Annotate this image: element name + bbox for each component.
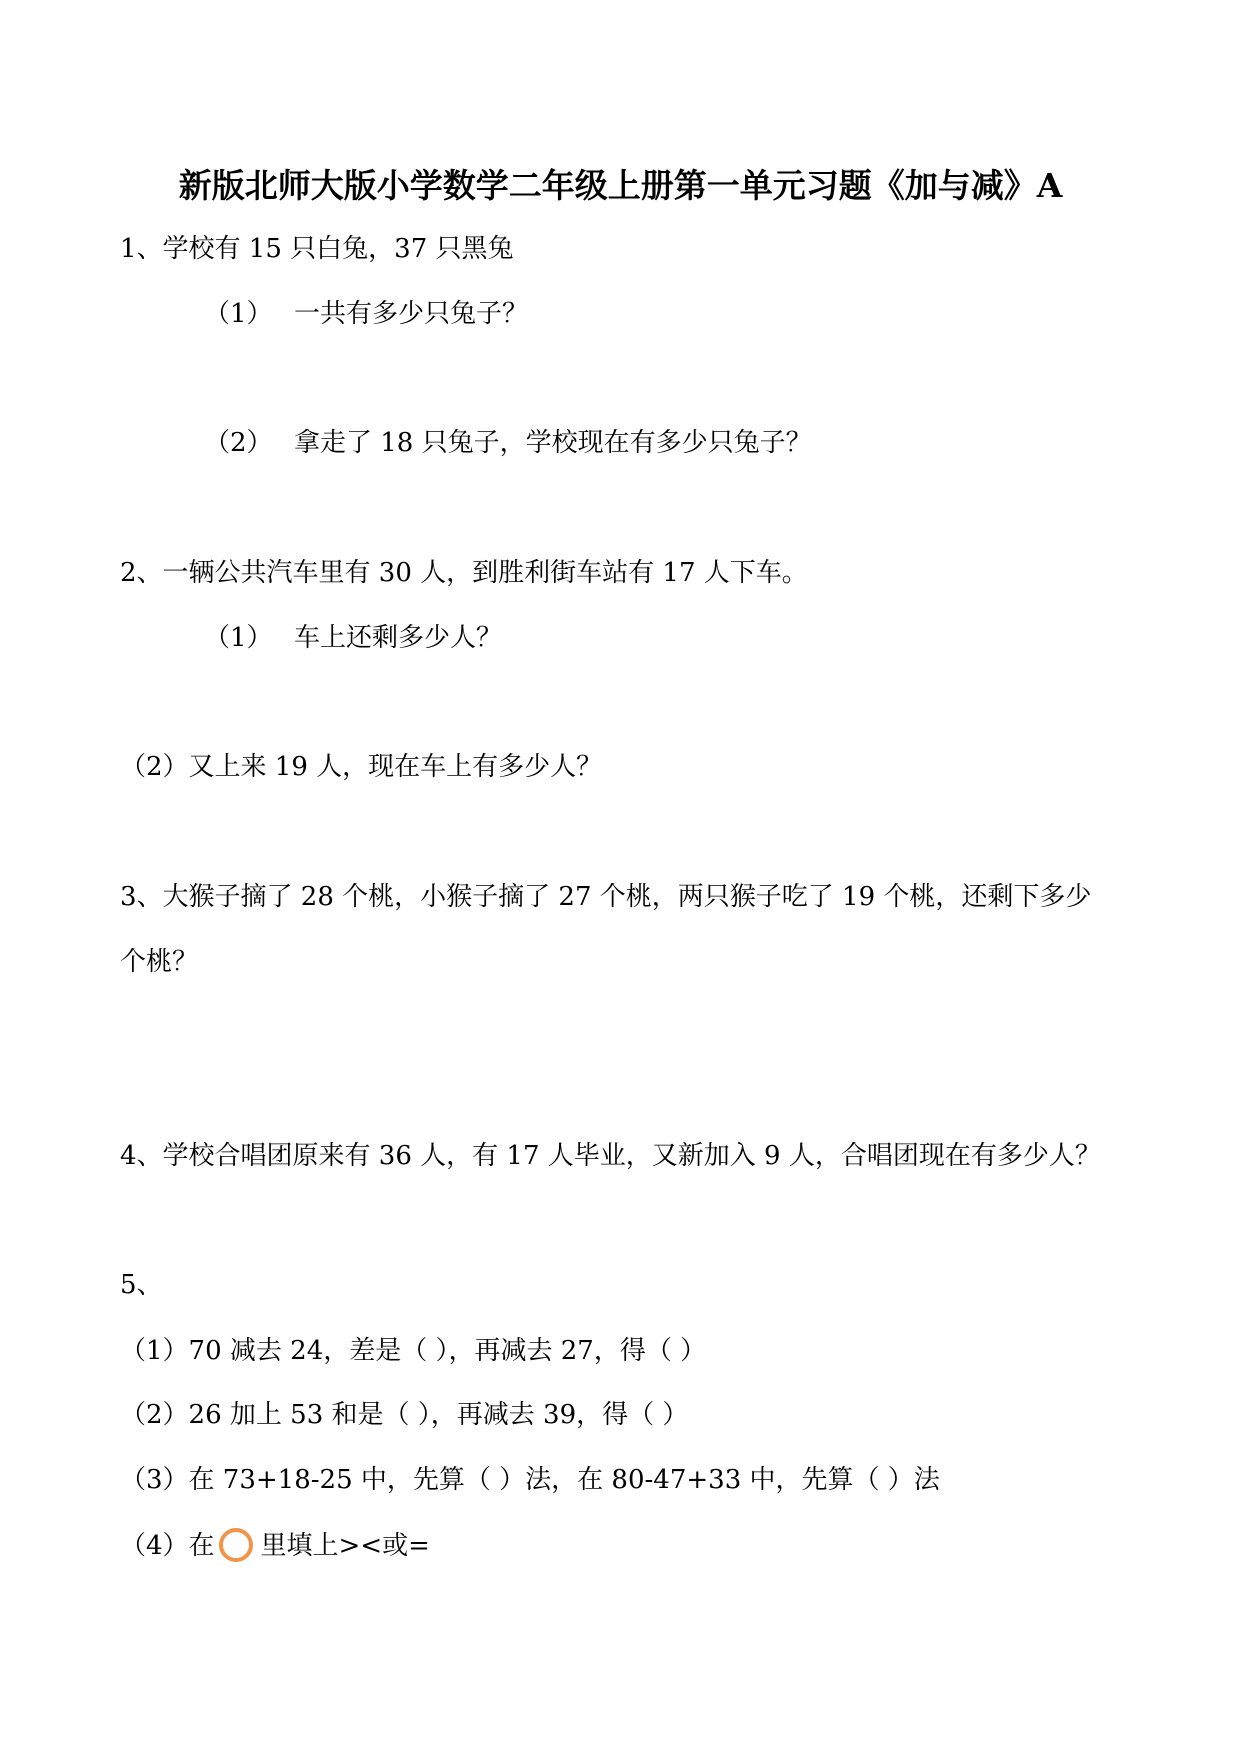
question-2-sub-2: （2）又上来 19 人，现在车上有多少人？ (120, 752, 603, 782)
question-5-item-4 (120, 1528, 430, 1563)
question-5-item-1: （1）70 减去 24，差是（ ），再减去 27，得（ ） (120, 1336, 707, 1366)
sub-number: （2） (204, 428, 273, 458)
sub-text: 拿走了 18 只兔子，学校现在有多少只兔子？ (294, 428, 812, 458)
question-3-line-1: 3、大猴子摘了 28 个桃，小猴子摘了 27 个桃，两只猴子吃了 19 个桃，还剩下多少 (120, 882, 1092, 912)
question-5-item-3: （3）在 73+18-25 中，先算（ ）法，在 80-47+33 中，先算（ ）法 (120, 1465, 940, 1495)
sub-text: 一共有多少只兔子？ (294, 299, 529, 329)
question-1-stem: 1、学校有 15 只白兔，37 只黑兔 (120, 234, 514, 264)
document-title: 新版北师大版小学数学二年级上册第一单元习题《加与减》A (178, 166, 1063, 205)
sub-number: （1） (204, 299, 273, 329)
question-2-sub-1 (204, 621, 502, 655)
question-4-stem: 4、学校合唱团原来有 36 人，有 17 人毕业，又新加入 9 人，合唱团现在有多少人？ (120, 1141, 1101, 1171)
question-1-sub-2 (204, 426, 812, 460)
item-4-prefix: （4）在 (120, 1531, 215, 1561)
question-5-stem: 5、 (120, 1270, 163, 1300)
question-3-line-2: 个桃？ (120, 947, 199, 977)
sub-number: （1） (204, 623, 273, 653)
circle-blank-icon (219, 1528, 253, 1562)
sub-text: 车上还剩多少人？ (294, 623, 503, 653)
question-1-sub-1 (204, 297, 528, 331)
question-2-stem: 2、一辆公共汽车里有 30 人，到胜利街车站有 17 人下车。 (120, 558, 808, 588)
question-5-item-2: （2）26 加上 53 和是（ ），再减去 39，得（ ） (120, 1400, 689, 1430)
item-4-suffix: 里填上><或= (260, 1531, 430, 1561)
